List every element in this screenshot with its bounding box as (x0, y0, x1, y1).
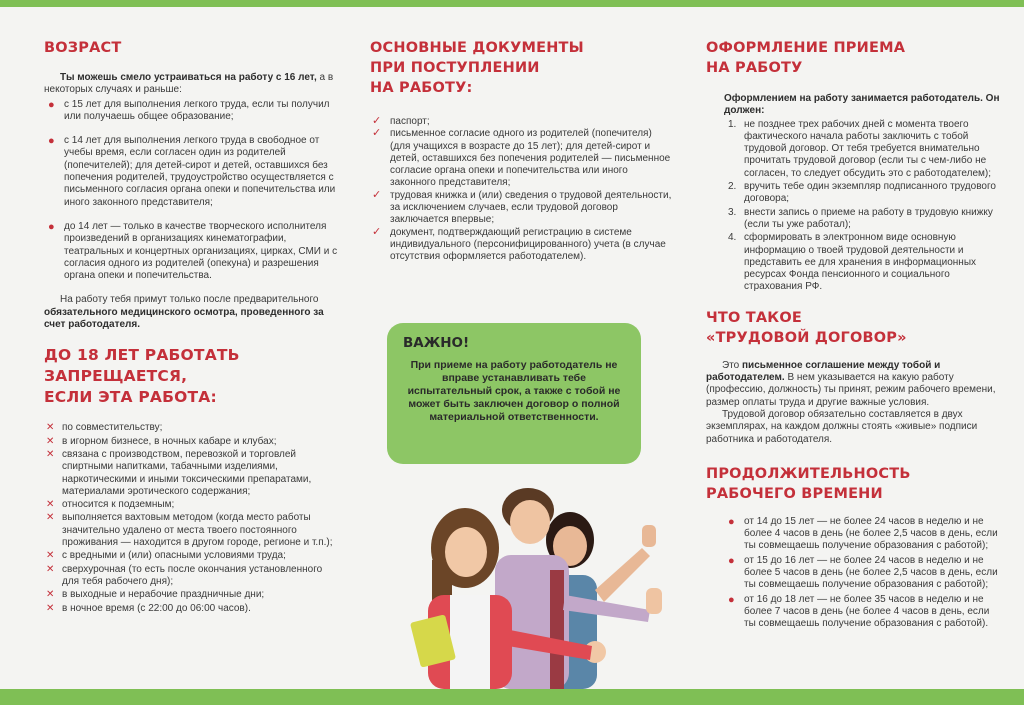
list-item: ✕ с вредными и (или) опасными условиями труда; (46, 550, 286, 562)
list-item: ✓ паспорт; (372, 115, 430, 127)
age-intro-rest: а в некоторых случаях и раньше: (44, 72, 334, 96)
list-item: ● от 16 до 18 лет — не более 35 часов в неделю и не более 7 часов в день (не более 4 часов в день, если ты совмещаешь получение образования с работой). (728, 593, 990, 630)
list-item: ✕ выполняется вахтовым методом (когда место работы значительно удалено от места твоего постоянного проживания — находится в другом городе, регионе и т.п.); (46, 512, 333, 549)
forbidden-list (44, 422, 338, 614)
bullet-dot-icon: ● (728, 554, 735, 567)
contract-paragraph-2: Трудовой договор обязательно составляется в двух экземплярах, на каждом должны стоять «живые» подписи работника и работодателя. (706, 408, 978, 445)
teens-photo (380, 470, 690, 689)
contract-paragraph-1: Это письменное соглашение между тобой и работодателем. В нем указывается на какую работу (профессию, должность) ты принят, режим рабочего времени, размер оплаты труда и другие важные условия. (706, 359, 996, 408)
hiring-title: ОФОРМЛЕНИЕ ПРИЕМА НА РАБОТУ (706, 40, 906, 76)
age-intro (44, 72, 338, 97)
list-item: 4. сформировать в электронном виде основную информацию о твоей трудовой деятельности и представить ее для хранения в информационных ресурсах Фонда пенсионного и социального страхования РФ. (728, 232, 977, 293)
list-item: 2. вручить тебе один экземпляр подписанного трудового договора; (728, 181, 996, 205)
list-item: ● с 15 лет для выполнения легкого труда, если ты получил или получаешь общее образование; (48, 98, 330, 122)
hours-list (706, 516, 1002, 631)
cross-icon: ✕ (46, 448, 55, 460)
column-right (694, 0, 1024, 689)
documents-title: ОСНОВНЫЕ ДОКУМЕНТЫ ПРИ ПОСТУПЛЕНИИ НА РАБОТУ: (370, 40, 584, 96)
list-item: ✕ сверхурочная (то есть после окончания установленного для тебя рабочего дня); (46, 563, 323, 587)
check-icon: ✓ (372, 115, 382, 127)
important-text: При приеме на работу работодатель не вправе устанавливать тебе испытательный срок, а также с тобой не может быть заключен договор о полной материальной ответственности. (407, 359, 621, 423)
list-item: ● от 15 до 16 лет — не более 24 часов в неделю и не более 5 часов в день (не более 2,5 часов в день, если ты совмещаешь получение образования с работой); (728, 554, 998, 591)
forbidden-title: ДО 18 ЛЕТ РАБОТАТЬ ЗАПРЕЩАЕТСЯ, ЕСЛИ ЭТА РАБОТА: (44, 346, 240, 407)
cross-icon: ✕ (46, 435, 55, 447)
list-item: ✕ связана с производством, перевозкой и торговлей спиртными напитками, табачными изделиями, наркотическими и иными токсическими препаратами, материалами эротического содержания; (46, 448, 312, 497)
cross-icon: ✕ (46, 550, 55, 562)
cross-icon: ✕ (46, 512, 55, 524)
cross-icon: ✕ (46, 563, 55, 575)
age-list (44, 99, 338, 283)
hiring-intro: Оформлением на работу занимается работодатель. Он должен: (724, 93, 1000, 117)
list-item: ✕ в выходные и нерабочие праздничные дни; (46, 589, 265, 601)
cross-icon: ✕ (46, 499, 55, 511)
list-item: ✕ по совместительству; (46, 422, 163, 434)
column-left (0, 0, 352, 689)
hiring-list (706, 119, 1002, 294)
bullet-dot-icon: ● (728, 593, 735, 606)
bullet-dot-icon: ● (48, 98, 55, 111)
bullet-dot-icon: ● (48, 220, 55, 233)
list-item: ✕ в игорном бизнесе, в ночных кабаре и клубах; (46, 435, 277, 447)
bullet-dot-icon: ● (728, 515, 735, 528)
list-item: 1. не позднее трех рабочих дней с момента твоего фактического начала работы заключить с тобой трудовой договор. От тебя требуется внимательно прочитать трудовой договор (если ты с чем-либо не согласен, то следует обсудить это с работодателем); (728, 118, 991, 179)
documents-list (370, 116, 674, 264)
list-item: ● с 14 лет для выполнения легкого труда в свободное от учебы время, если согласен один из родителей (попечителей); для детей-сирот и детей, оставшихся без попечения родителей, трудоустройство осуществляется с письменного согласия органа опеки и попечительства или иного законного представителя; (48, 135, 336, 208)
check-icon: ✓ (372, 127, 382, 140)
list-item: ✓ трудовая книжка и (или) сведения о трудовой деятельности, за исключением случаев, если трудовой договор заключается впервые; (372, 188, 672, 226)
list-item: ✕ в ночное время (с 22:00 до 06:00 часов). (46, 602, 251, 614)
cross-icon: ✕ (46, 422, 55, 434)
important-title: ВАЖНО! (403, 335, 470, 351)
check-icon: ✓ (372, 188, 382, 201)
list-item: ✓ письменное согласие одного из родителей (попечителя) (для учащихся в возрасте до 15 лет); для детей-сирот и детей, оставшихся без попечения родителей — письменное согласие органа опеки и попечительства или иного законного представителя; (372, 127, 671, 189)
contract-title: ЧТО ТАКОЕ «ТРУДОВОЙ ДОГОВОР» (706, 309, 907, 346)
bottom-green-bar (0, 689, 1024, 705)
list-item: 3. внести запись о приеме на работу в трудовую книжку (если ты уже работал); (728, 206, 993, 230)
age-title: ВОЗРАСТ (44, 40, 122, 56)
list-item: ✕ относится к подземным; (46, 499, 175, 511)
list-item: ✓ документ, подтверждающий регистрацию в системе индивидуального (персонифицированного) учета (в случае отсутствия оформляется работодателем). (372, 225, 666, 263)
bullet-dot-icon: ● (48, 135, 55, 148)
teens-illustration (380, 470, 690, 689)
cross-icon: ✕ (46, 589, 55, 601)
list-item: ● от 14 до 15 лет — не более 24 часов в неделю и не более 4 часов в день (не более 2,5 часов в день, если ты совмещаешь получение образования с работой); (728, 515, 998, 552)
important-note (387, 323, 641, 464)
hours-title: ПРОДОЛЖИТЕЛЬНОСТЬ РАБОЧЕГО ВРЕМЕНИ (706, 465, 911, 502)
medical-note: На работу тебя примут только после предварительного обязательного медицинского осмотра, проведенного за счет работодателя. (44, 294, 324, 331)
check-icon: ✓ (372, 225, 382, 238)
age-intro-bold: Ты можешь смело устраиваться на работу с 16 лет, (60, 72, 317, 83)
list-item: ● до 14 лет — только в качестве творческого исполнителя произведений в организациях кинематографии, театральных и концертных организациях, цирках, СМИ и с согласия одного из родителей (опекуна) и разрешения органа опеки и попечительства. (48, 220, 338, 282)
cross-icon: ✕ (46, 602, 55, 614)
